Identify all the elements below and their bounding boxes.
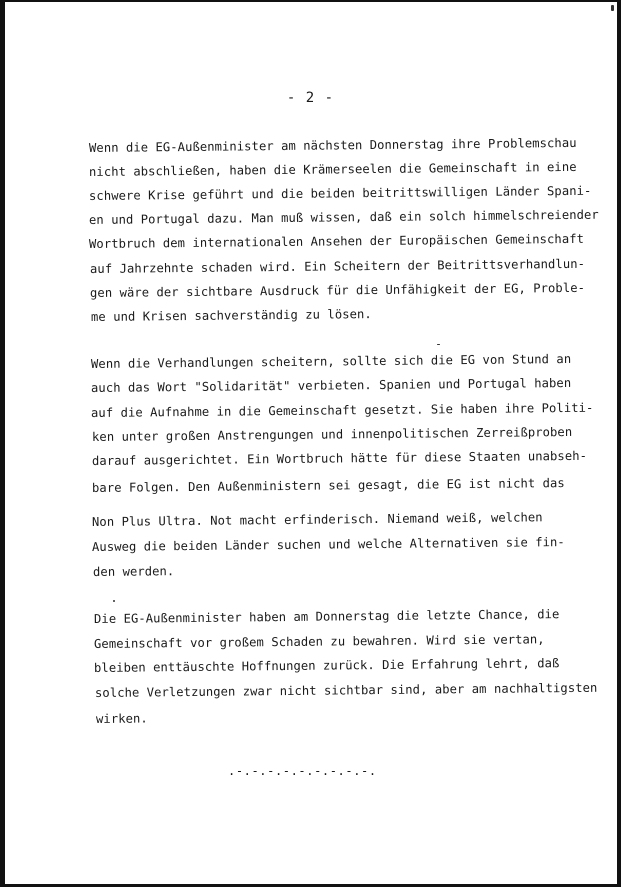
scan-speck	[437, 344, 440, 345]
body-line: Die EG-Außenminister haben am Donnerstag die letzte Chance, die	[93, 607, 560, 626]
body-line: bleiben enttäuschte Hoffnungen zurück. Die Erfahrung lehrt, daß	[93, 656, 560, 675]
scan-speck	[611, 5, 614, 11]
body-line: gen wäre der sichtbare Ausdruck für die Unfähigkeit der EG, Proble-	[89, 280, 586, 300]
body-line: nicht abschließen, haben die Krämerseelen die Gemeinschaft in eine	[88, 159, 577, 179]
body-line: Ausweg die beiden Länder suchen und welche Alternativen sie fin-	[91, 535, 565, 554]
body-line: auf die Aufnahme in die Gemeinschaft gesetzt. Sie haben ihre Politi-	[90, 400, 594, 420]
body-line: darauf ausgerichtet. Ein Wortbruch hätte für diese Staaten unabseh-	[91, 448, 588, 468]
page-number: - 2 -	[286, 90, 335, 106]
body-line: Wenn die EG-Außenminister am nächsten Donnerstag ihre Problemschau	[88, 135, 577, 155]
body-line: schwere Krise geführt und die beiden beitrittswilligen Länder Spani-	[88, 183, 592, 203]
body-line: Wortbruch dem internationalen Ansehen der Europäischen Gemeinschaft	[88, 231, 585, 251]
body-line: den werden.	[92, 564, 175, 579]
body-line: auch das Wort "Solidarität" verbieten. Spanien und Portugal haben	[90, 375, 572, 395]
scan-speck	[113, 600, 115, 602]
body-line: auf Jahrzehnte schaden wird. Ein Scheitern der Beitrittsverhandlun-	[89, 256, 586, 276]
body-line: solche Verletzungen zwar nicht sichtbar sind, aber am nachhaltigsten	[94, 680, 598, 700]
body-line: Wenn die Verhandlungen scheitern, sollte sich die EG von Stund an	[90, 351, 572, 371]
body-line: Non Plus Ultra. Not macht erfinderisch. Niemand weiß, welchen	[91, 510, 543, 529]
closing-mark: .-.-.-.-.-.-.-.-.-.	[228, 764, 377, 778]
body-line: Gemeinschaft vor großem Schaden zu bewahren. Wird sie vertan,	[93, 632, 545, 651]
body-line: bare Folgen. Den Außenministern sei gesagt, die EG ist nicht das	[91, 476, 565, 495]
body-line: me und Krisen sachverständig zu lösen.	[90, 307, 372, 324]
body-line: ken unter großen Anstrengungen und innenpolitischen Zerreißproben	[91, 424, 573, 444]
body-line: wirken.	[95, 711, 148, 726]
body-line: en und Portugal dazu. Man muß wissen, daß ein solch himmelschreiender	[88, 207, 599, 227]
